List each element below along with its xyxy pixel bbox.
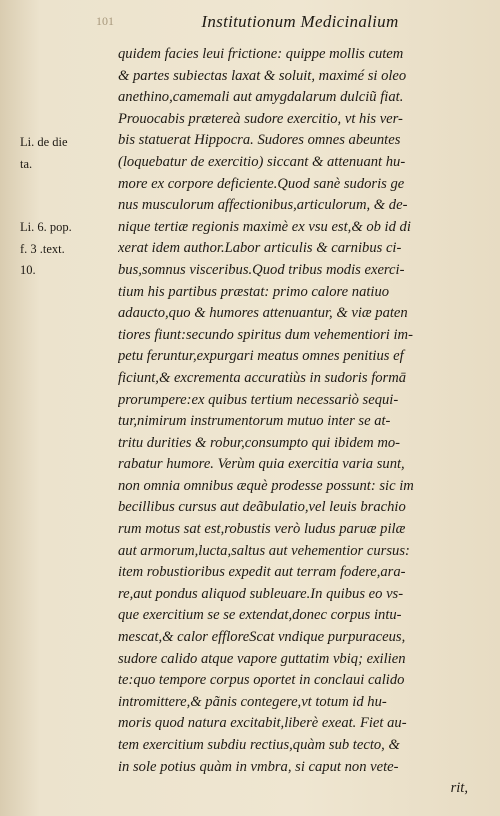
margin-note-line: Li. de die [20, 135, 68, 149]
margin-note-line: ta. [20, 156, 33, 171]
text-line: nique tertiæ regionis maximè ex vsu est,& ob id di [118, 218, 411, 235]
text-line: anethino,camemali aut amygdalarum dulciũ fiat. [118, 89, 404, 106]
text-line: mescat,& calor effloreScat vndique purpuraceus, [118, 629, 406, 646]
text-line: becillibus cursus aut deãbulatio,vel leuis brachio [118, 499, 406, 516]
margin-note [20, 217, 102, 282]
text-line: xerat idem author.Labor articulis & carnibus ci- [118, 240, 402, 257]
margin-note [20, 132, 102, 175]
text-line: petu feruntur,expurgari meatus omnes penitius ef [118, 348, 404, 365]
page-number: 101 [96, 14, 114, 28]
text-line: more ex corpore deficiente.Quod sanè sudoris ge [118, 175, 405, 192]
text-line: tium his partibus præstat: primo calore natiuo [118, 283, 390, 300]
text-line: rabatur humore. Verùm quia exercitia varia sunt, [118, 456, 405, 473]
text-line: prorumpere:ex quibus tertium necessariò sequi- [118, 391, 399, 408]
margin-note-line: 10. [20, 263, 36, 278]
text-line: & partes subiectas laxat & soluit, maximé si oleo [118, 67, 407, 84]
text-line: tritu durities & robur,consumpto qui ibidem mo- [118, 434, 401, 451]
running-title: Institutionum Medicinalium [201, 12, 399, 31]
text-line: tur,nimirum instrumentorum mutuo inter se at- [118, 413, 391, 430]
margin-notes [20, 132, 102, 324]
text-line: (loquebatur de exercitio) siccant & attenuant hu- [118, 153, 406, 170]
text-line: rum motus sat est,robustis verò ludus paruæ pilæ [118, 521, 406, 538]
text-line: in sole potius quàm in vmbra, si caput non vete- [118, 758, 399, 775]
margin-note-line: f. 3 .text. [20, 241, 65, 256]
text-line: aut armorum,lucta,saltus aut vehementior cursus: [118, 542, 410, 559]
text-line: ficiunt,& excrementa accuratiùs in sudoris formā [118, 369, 407, 386]
margin-note-line: Li. 6. pop. [20, 220, 72, 235]
text-line: adaucto,quo & humores attenuantur, & viæ paten [118, 305, 408, 322]
text-line: quidem facies leui frictione: quippe mollis cutem [118, 46, 404, 62]
text-line: nus musculorum affectionibus,articulorum, & de- [118, 197, 408, 214]
text-line: moris quod natura excitabit,liberè exeat. Fiet au- [118, 715, 407, 732]
text-line: sudore calido atque vapore guttatim vbiq; exilien [118, 650, 406, 667]
text-line: bis statuerat Hippocra. Sudores omnes abeuntes [118, 132, 401, 149]
catchword: rit, [450, 780, 468, 797]
text-line: non omnia omnibus æquè prodesse possunt: sic im [118, 477, 414, 494]
text-line: te:quo tempore corpus oportet in conclaui calido [118, 672, 405, 689]
body-text [118, 44, 470, 800]
text-line: item robustioribus expedit aut terram fodere,ara- [118, 564, 406, 581]
text-line: tiores fiunt:secundo spiritus dum vehementiori im- [118, 326, 413, 343]
text-line: que exercitium se se extendat,donec corpus intu- [118, 607, 402, 624]
text-line: intromittere,& pãnis contegere,vt totum id hu- [118, 693, 387, 710]
text-line: re,aut pondus aliquod subleuare.In quibus eo vs- [118, 585, 404, 602]
text-line: bus,somnus visceribus.Quod tribus modis exerci- [118, 261, 405, 278]
text-line: Prouocabis prætereà sudore exercitio, vt his ver- [118, 110, 403, 127]
text-line: tem exercitium subdiu rectius,quàm sub tecto, & [118, 737, 400, 753]
